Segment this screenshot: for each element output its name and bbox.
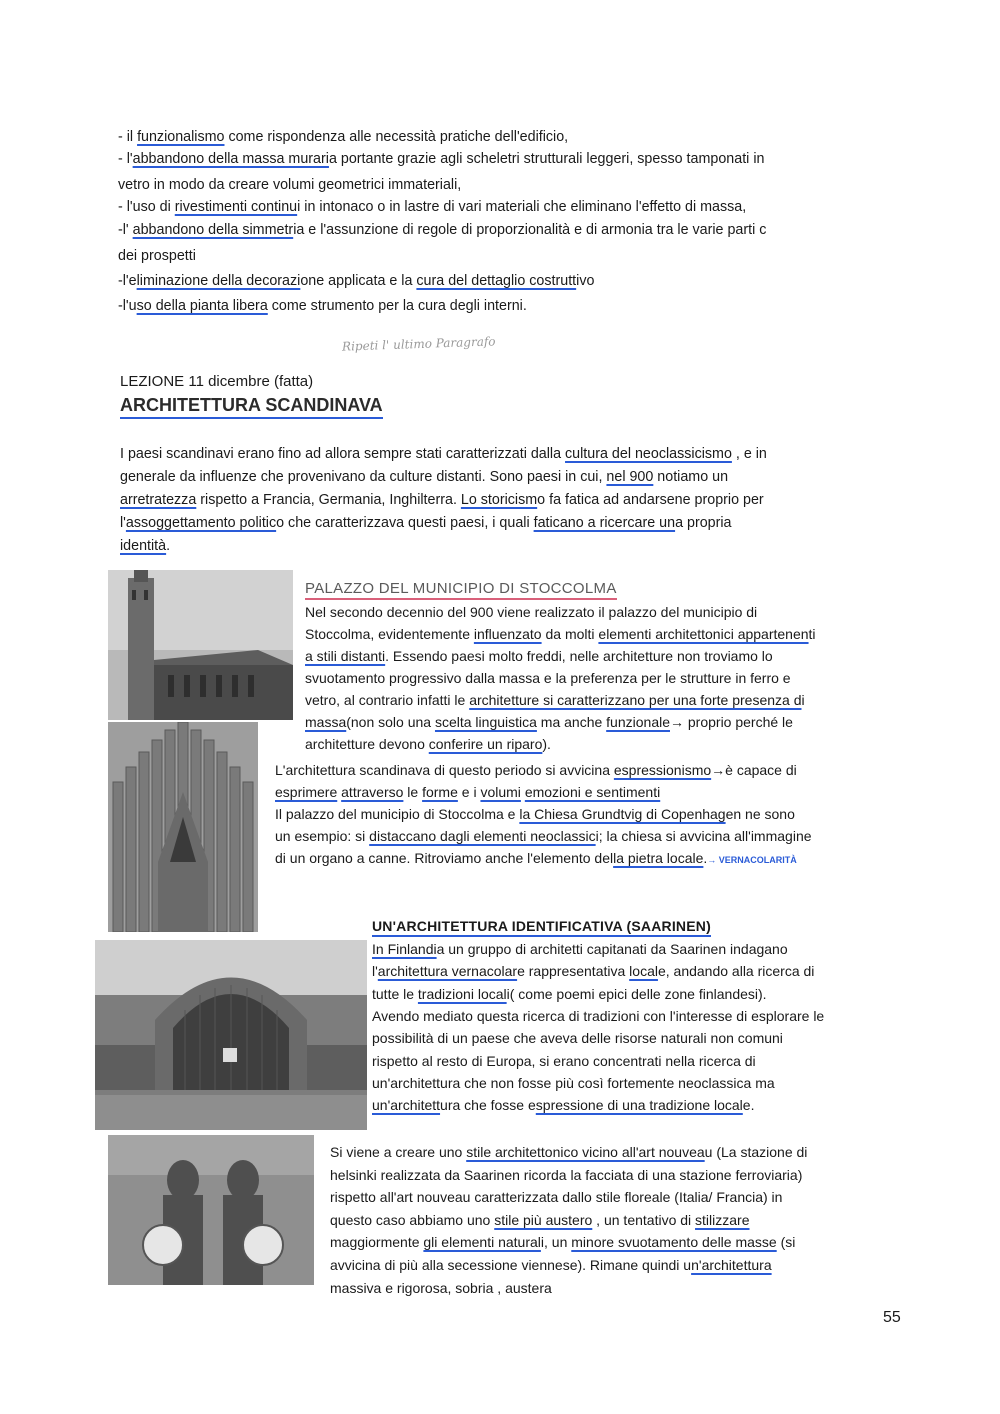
text-line: svuotamento progressivo dalla massa e la preferenza per le strutture in ferro e — [305, 670, 791, 686]
text-line: -l'uso della pianta libera come strumento per la cura degli interni. — [118, 298, 527, 314]
page-number: 55 — [883, 1309, 901, 1326]
text-line: l'assoggettamento politico che caratterizzava questi paesi, i quali faticano a ricercare una propria — [120, 515, 732, 531]
lesson-heading: LEZIONE 11 dicembre (fatta) — [120, 373, 314, 390]
text-line: vetro, al contrario infatti le architetture si caratterizzano per una forte presenza di — [305, 692, 805, 708]
text-line: - il funzionalismo come rispondenza alle necessità pratiche dell'edificio, — [118, 129, 569, 145]
vernacolarita-note: → VERNACOLARITÀ — [707, 855, 797, 865]
text-line: questo caso abbiamo uno stile più austero , un tentativo di stilizzare — [330, 1211, 750, 1228]
text-line: tutte le tradizioni locali( come poemi epici delle zone finlandesi). — [372, 985, 767, 1002]
photo-station-statues — [108, 1135, 314, 1285]
photo-grundtvig-church — [108, 722, 258, 932]
section-title-saarinen: UN'ARCHITETTURA IDENTIFICATIVA (SAARINEN) — [372, 918, 711, 937]
text-line: Nel secondo decennio del 900 viene realizzato il palazzo del municipio di — [305, 604, 758, 620]
text-line: Avendo mediato questa ricerca di tradizioni con l'interesse di esplorare le — [372, 1007, 825, 1024]
text-line: Si viene a creare uno stile architettonico vicino all'art nouveau (La stazione di — [330, 1144, 808, 1160]
text-line: Stoccolma, evidentemente influenzato da molti elementi architettonici appartenenti — [305, 626, 816, 642]
text-line: I paesi scandinavi erano fino ad allora sempre stati caratterizzati dalla cultura del neoclassicismo , e in — [120, 446, 767, 462]
photo-helsinki-station — [95, 940, 367, 1130]
text-line: maggiormente gli elementi naturali, un minore svuotamento delle masse (si — [330, 1234, 796, 1251]
text-line: -l'eliminazione della decorazione applicata e la cura del dettaglio costruttivo — [118, 273, 595, 289]
text-line: In Finlandia un gruppo di architetti capitanati da Saarinen indagano — [372, 941, 788, 957]
text-line: vetro in modo da creare volumi geometrici immateriali, — [118, 177, 462, 193]
section-title-stockholm: PALAZZO DEL MUNICIPIO DI STOCCOLMA — [305, 580, 617, 600]
text-line: L'architettura scandinava di questo periodo si avvicina espressionismo→è capace di — [275, 762, 797, 778]
text-line: a stili distanti. Essendo paesi molto freddi, nelle architetture non troviamo lo — [305, 648, 773, 664]
text-line: massa(non solo una scelta linguistica ma anche funzionale→ proprio perché le — [305, 714, 793, 730]
text-line: rispetto all'art nouveau caratterizzata dallo stile floreale (Italia/ Francia) in — [330, 1189, 783, 1206]
text-line: possibilità di un paese che aveva delle risorse naturali non comuni — [372, 1030, 783, 1047]
text-line: generale da influenze che provenivano da culture distanti. Sono paesi in cui, nel 900 notiamo un — [120, 469, 729, 485]
text-line: esprimere attraverso le forme e i volumi emozioni e sentimenti — [275, 784, 661, 800]
page-title: ARCHITETTURA SCANDINAVA — [120, 395, 383, 419]
text-line: un'architettura che non fosse più così fortemente neoclassica ma — [372, 1074, 775, 1091]
text-line: -l' abbandono della simmetria e l'assunzione di regole di proporzionalità e di armonia tra le varie parti c — [118, 222, 767, 238]
text-line: Il palazzo del municipio di Stoccolma e la Chiesa Grundtvig di Copenhagen ne sono — [275, 806, 795, 822]
text-line: rispetto al resto di Europa, si erano concentrati nella ricerca di — [372, 1052, 756, 1069]
text-line: di un organo a canne. Ritroviamo anche l'elemento della pietra locale.→ VERNACOLARITÀ — [275, 850, 797, 866]
text-line: un'architettura che fosse espressione di una tradizione locale. — [372, 1097, 755, 1114]
text-line: massiva e rigorosa, sobria , austera — [330, 1279, 552, 1296]
text-line: helsinki realizzata da Saarinen ricorda la facciata di una stazione ferroviaria) — [330, 1166, 803, 1183]
text-line: dei prospetti — [118, 248, 196, 264]
handwritten-note: Ripeti l' ultimo Paragrafo — [341, 334, 496, 354]
text-line: arretratezza rispetto a Francia, Germania, Inghilterra. Lo storicismo fa fatica ad andarsene proprio per — [120, 492, 764, 508]
text-line: avvicina di più alla secessione viennese). Rimane quindi un'architettura — [330, 1257, 772, 1273]
text-line: identità. — [120, 538, 171, 554]
text-line: l'architettura vernacolare rappresentativa locale, andando alla ricerca di — [372, 963, 815, 980]
text-line: - l'uso di rivestimenti continui in intonaco o in lastre di vari materiali che eliminano l'effetto di massa, — [118, 199, 747, 215]
text-line: un esempio: si distaccano dagli elementi neoclassici; la chiesa si avvicina all'immagine — [275, 828, 812, 844]
photo-stockholm-city-hall — [108, 570, 293, 720]
text-line: - l'abbandono della massa muraria portante grazie agli scheletri strutturali leggeri, spesso tamponati in — [118, 151, 765, 167]
text-line: architetture devono conferire un riparo). — [305, 736, 551, 752]
